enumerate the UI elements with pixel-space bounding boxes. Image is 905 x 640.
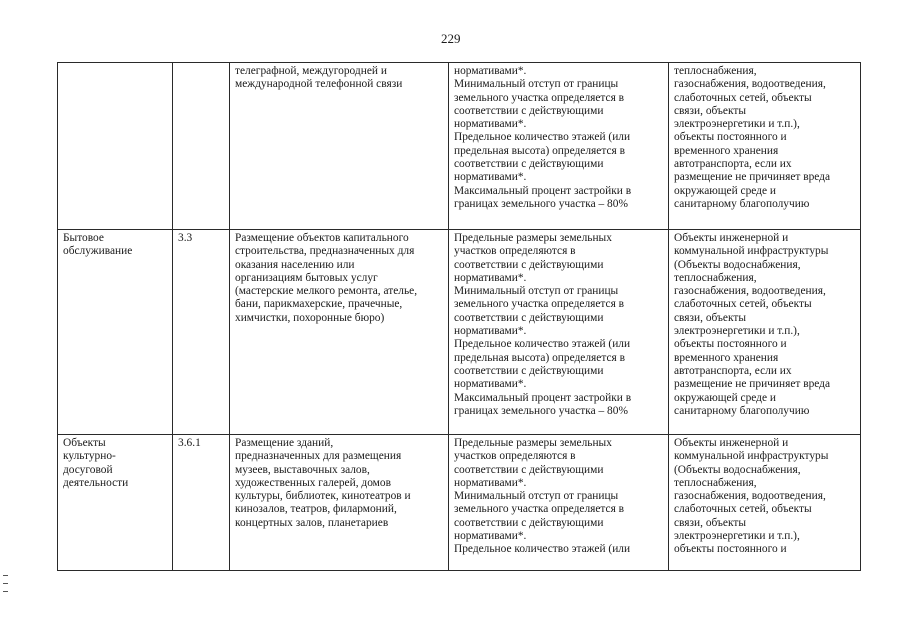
parameter-line: нормативами*. — [454, 530, 527, 543]
parameter-line: Минимальный отступ от границы — [454, 78, 619, 91]
parameter-line: нормативами*. — [454, 171, 527, 184]
auxiliary-line: электроэнергетики и т.п.), — [674, 325, 800, 338]
auxiliary-line: временного хранения — [674, 351, 779, 364]
description-line: химчистки, похоронные бюро) — [235, 311, 385, 324]
use-code-text: 3.3 — [178, 232, 193, 244]
table-row — [58, 435, 861, 571]
auxiliary-line: слаботочных сетей, объекты — [674, 503, 812, 516]
auxiliary-line: теплоснабжения, — [674, 271, 757, 284]
parameter-line: Предельное количество этажей (или — [454, 131, 631, 144]
margin-mark — [3, 575, 8, 576]
description-line: международной телефонной связи — [235, 78, 403, 91]
parameter-line: границах земельного участка – 80% — [454, 404, 628, 417]
auxiliary-line: теплоснабжения, — [674, 476, 757, 489]
auxiliary-line: связи, объекты — [674, 104, 746, 117]
auxiliary-uses-cell — [669, 435, 861, 571]
auxiliary-line: газоснабжения, водоотведения, — [674, 490, 826, 503]
use-name-line: обслуживание — [63, 245, 133, 258]
auxiliary-line: слаботочных сетей, объекты — [674, 298, 812, 311]
parameter-line: участков определяются в — [454, 245, 576, 258]
use-name-line: Бытовое — [63, 232, 104, 244]
parameters-cell — [449, 230, 669, 435]
auxiliary-line: автотранспорта, если их — [674, 158, 792, 171]
land-use-table — [57, 62, 861, 571]
auxiliary-line: Объекты инженерной и — [674, 437, 789, 449]
parameter-line: нормативами*. — [454, 476, 527, 489]
auxiliary-line: окружающей среде и — [674, 184, 776, 197]
parameter-line: соответствии с действующими — [454, 158, 604, 171]
auxiliary-line: размещение не причиняет вреда — [674, 171, 831, 184]
auxiliary-uses-cell — [669, 63, 861, 230]
description-line: кинозалов, театров, филармоний, — [235, 503, 397, 516]
parameter-line: нормативами*. — [454, 118, 527, 131]
parameter-line: Минимальный отступ от границы — [454, 285, 619, 298]
parameter-line: соответствии с действующими — [454, 258, 604, 271]
use-code-cell — [173, 63, 230, 230]
description-line: художественных галерей, домов — [235, 476, 391, 489]
parameter-line: Предельные размеры земельных — [454, 437, 612, 449]
parameter-line: нормативами*. — [454, 65, 527, 77]
auxiliary-line: окружающей среде и — [674, 391, 776, 404]
margin-mark — [3, 591, 8, 592]
page-number: 229 — [441, 31, 461, 46]
use-code-cell — [173, 435, 230, 571]
auxiliary-line: Объекты инженерной и — [674, 232, 789, 244]
parameter-line: соответствии с действующими — [454, 104, 604, 117]
use-name-cell — [58, 230, 173, 435]
description-line: бани, парикмахерские, прачечные, — [235, 298, 403, 311]
auxiliary-line: (Объекты водоснабжения, — [674, 258, 801, 271]
table-row — [58, 230, 861, 435]
auxiliary-line: объекты постоянного и — [674, 131, 787, 144]
use-name-line: культурно- — [63, 450, 116, 463]
auxiliary-line: автотранспорта, если их — [674, 364, 792, 377]
auxiliary-line: временного хранения — [674, 144, 779, 157]
auxiliary-line: санитарному благополучию — [674, 197, 810, 210]
auxiliary-line: коммунальной инфраструктуры — [674, 245, 829, 258]
parameter-line: земельного участка определяется в — [454, 503, 625, 516]
description-line: культуры, библиотек, кинотеатров и — [235, 490, 411, 503]
auxiliary-line: коммунальной инфраструктуры — [674, 450, 829, 463]
parameter-line: границах земельного участка – 80% — [454, 197, 628, 210]
parameter-line: земельного участка определяется в — [454, 298, 625, 311]
auxiliary-line: слаботочных сетей, объекты — [674, 91, 812, 104]
auxiliary-line: теплоснабжения, — [674, 65, 757, 77]
use-name-line: досуговой — [63, 463, 113, 476]
use-code-text: 3.6.1 — [178, 437, 201, 449]
parameter-line: соответствии с действующими — [454, 516, 604, 529]
use-name-cell — [58, 435, 173, 571]
auxiliary-line: связи, объекты — [674, 311, 746, 324]
description-line: музеев, выставочных залов, — [235, 463, 370, 476]
parameter-line: Максимальный процент застройки в — [454, 391, 632, 404]
use-description-cell — [230, 435, 449, 571]
parameter-line: предельная высота) определяется в — [454, 351, 625, 364]
use-name-line: Объекты — [63, 437, 106, 449]
parameter-line: земельного участка определяется в — [454, 91, 625, 104]
parameter-line: Предельное количество этажей (или — [454, 543, 631, 556]
use-description-cell — [230, 230, 449, 435]
description-line: концертных залов, планетариев — [235, 516, 389, 529]
auxiliary-line: объекты постоянного и — [674, 543, 787, 556]
parameter-line: соответствии с действующими — [454, 311, 604, 324]
parameter-line: Предельное количество этажей (или — [454, 338, 631, 351]
auxiliary-line: электроэнергетики и т.п.), — [674, 118, 800, 131]
parameters-cell — [449, 435, 669, 571]
margin-mark — [3, 583, 8, 584]
description-line: оказания населению или — [235, 258, 355, 271]
auxiliary-line: санитарному благополучию — [674, 404, 810, 417]
parameter-line: нормативами*. — [454, 378, 527, 391]
use-code-cell — [173, 230, 230, 435]
parameter-line: Предельные размеры земельных — [454, 232, 612, 244]
auxiliary-line: объекты постоянного и — [674, 338, 787, 351]
description-line: (мастерские мелкого ремонта, ателье, — [235, 285, 418, 298]
parameter-line: Максимальный процент застройки в — [454, 184, 632, 197]
auxiliary-line: электроэнергетики и т.п.), — [674, 530, 800, 543]
parameter-line: предельная высота) определяется в — [454, 144, 625, 157]
parameter-line: участков определяются в — [454, 450, 576, 463]
parameter-line: нормативами*. — [454, 271, 527, 284]
auxiliary-line: (Объекты водоснабжения, — [674, 463, 801, 476]
description-line: организациям бытовых услуг — [235, 271, 378, 284]
description-line: Размещение объектов капитального — [235, 232, 409, 244]
description-line: предназначенных для размещения — [235, 450, 402, 463]
use-description-cell — [230, 63, 449, 230]
auxiliary-line: газоснабжения, водоотведения, — [674, 78, 826, 91]
table-row — [58, 63, 861, 230]
description-line: телеграфной, междугородней и — [235, 65, 387, 77]
parameter-line: соответствии с действующими — [454, 463, 604, 476]
parameters-cell — [449, 63, 669, 230]
use-name-line: деятельности — [63, 476, 129, 489]
auxiliary-uses-cell — [669, 230, 861, 435]
auxiliary-line: газоснабжения, водоотведения, — [674, 285, 826, 298]
description-line: строительства, предназначенных для — [235, 245, 415, 258]
description-line: Размещение зданий, — [235, 437, 334, 449]
auxiliary-line: размещение не причиняет вреда — [674, 378, 831, 391]
auxiliary-line: связи, объекты — [674, 516, 746, 529]
use-name-cell — [58, 63, 173, 230]
parameter-line: соответствии с действующими — [454, 364, 604, 377]
parameter-line: нормативами*. — [454, 325, 527, 338]
parameter-line: Минимальный отступ от границы — [454, 490, 619, 503]
